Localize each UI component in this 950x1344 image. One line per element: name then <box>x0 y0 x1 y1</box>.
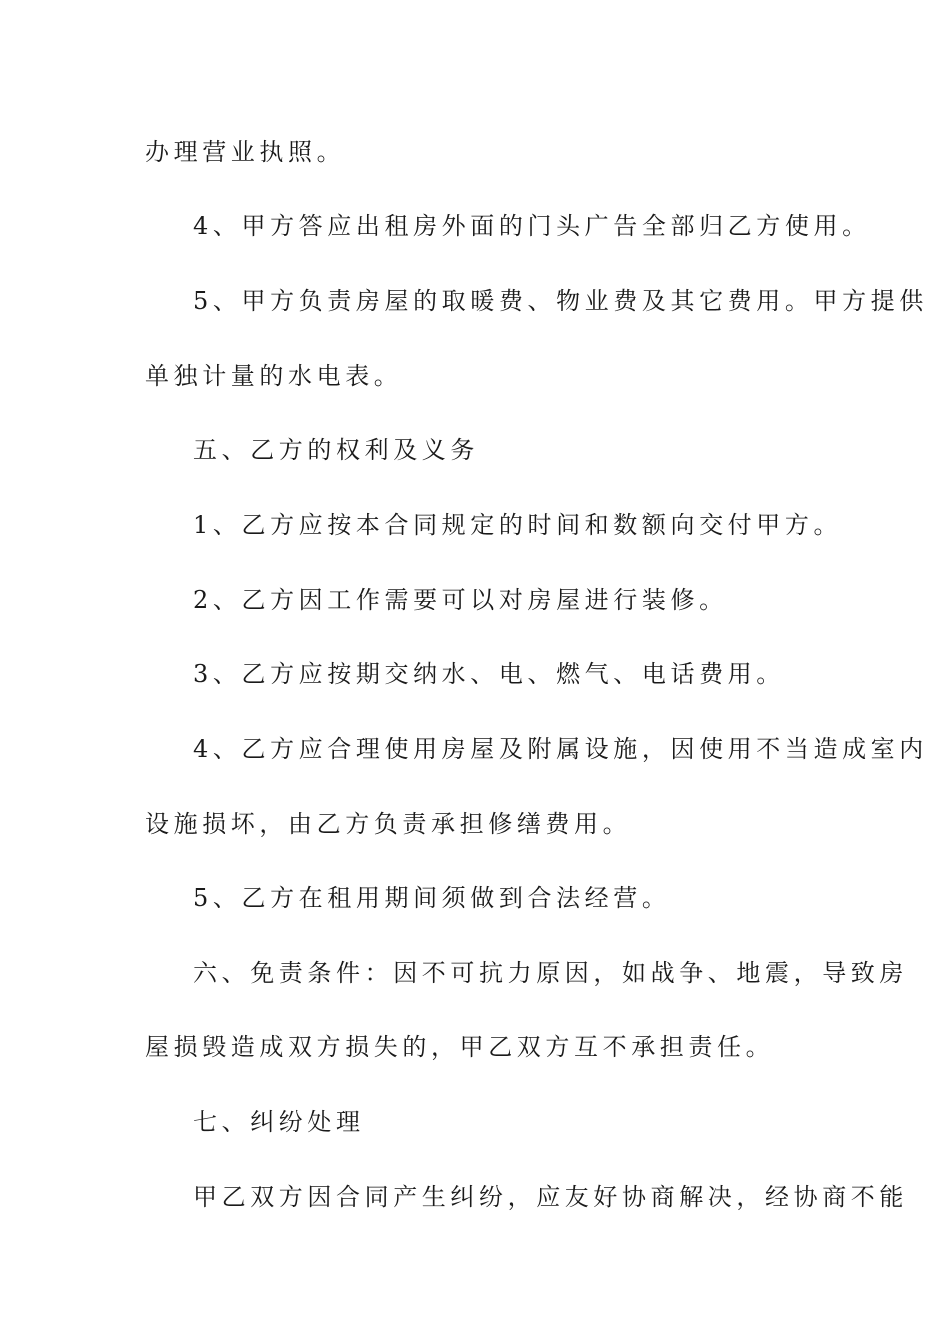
text-line-1: 办理营业执照。 <box>145 138 346 166</box>
text-line-2: 4、甲方答应出租房外面的门头广告全部归乙方使用。 <box>193 212 871 240</box>
text-line-3: 5、甲方负责房屋的取暖费、物业费及其它费用。甲方提供 <box>193 287 928 315</box>
text-line-8: 3、乙方应按期交纳水、电、燃气、电话费用。 <box>193 660 785 688</box>
section-heading-6: 六、免责条件：因不可抗力原因，如战争、地震，导致房 <box>193 959 908 987</box>
section-heading-7: 七、纠纷处理 <box>193 1108 365 1136</box>
text-line-6: 1、乙方应按本合同规定的时间和数额向交付甲方。 <box>193 511 843 539</box>
text-line-13: 屋损毁造成双方损失的，甲乙双方互不承担责任。 <box>145 1033 775 1061</box>
text-line-11: 5、乙方在租用期间须做到合法经营。 <box>193 884 671 912</box>
section-heading-5: 五、乙方的权利及义务 <box>193 436 479 464</box>
text-line-4: 单独计量的水电表。 <box>145 362 403 390</box>
text-line-9: 4、乙方应合理使用房屋及附属设施，因使用不当造成室内 <box>193 735 928 763</box>
text-line-10: 设施损坏，由乙方负责承担修缮费用。 <box>145 810 632 838</box>
text-line-15: 甲乙双方因合同产生纠纷，应友好协商解决，经协商不能 <box>193 1183 908 1211</box>
text-line-7: 2、乙方因工作需要可以对房屋进行装修。 <box>193 586 728 614</box>
